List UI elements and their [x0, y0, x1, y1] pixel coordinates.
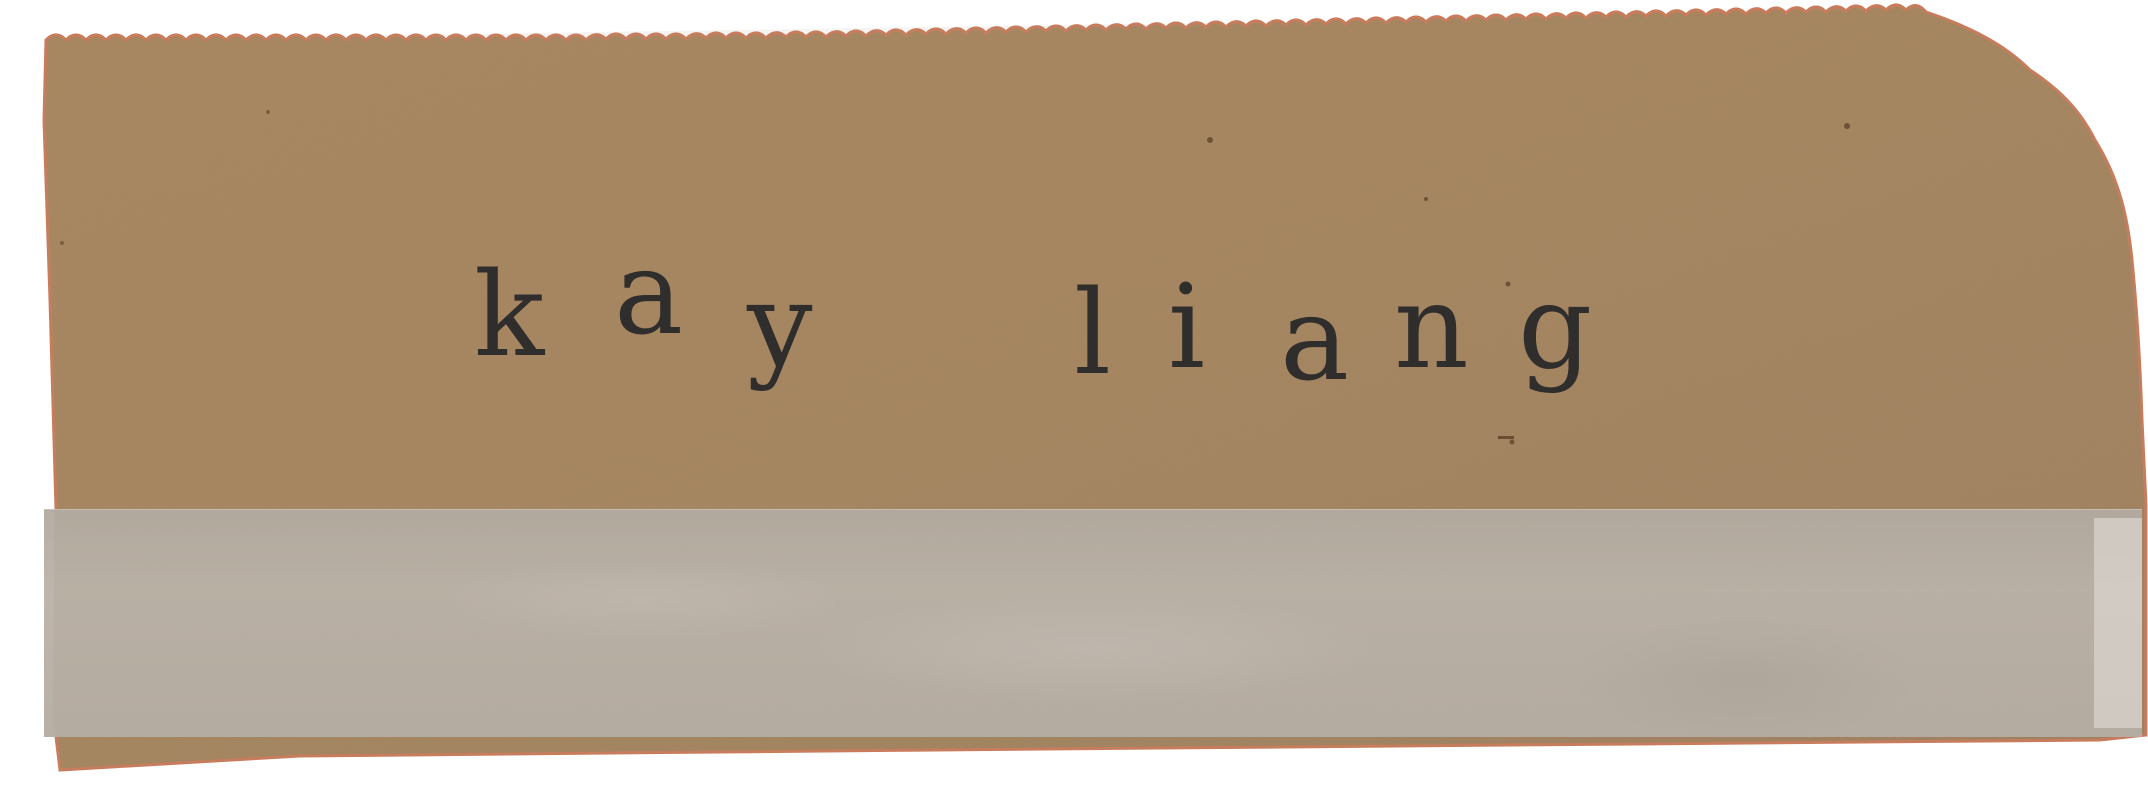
last-name-letter: l — [1074, 266, 1112, 401]
first-name-letter: y — [747, 258, 813, 393]
last-name-letter: a — [1280, 272, 1350, 407]
first-name-letter: k — [474, 248, 545, 383]
first-name-letter: a — [614, 226, 684, 361]
last-name-letter: i — [1168, 260, 1206, 395]
tape-fold — [2094, 518, 2142, 728]
last-name-letter: n — [1394, 260, 1469, 395]
tape-sheen — [44, 509, 2142, 737]
last-name-letter: g — [1518, 260, 1593, 395]
